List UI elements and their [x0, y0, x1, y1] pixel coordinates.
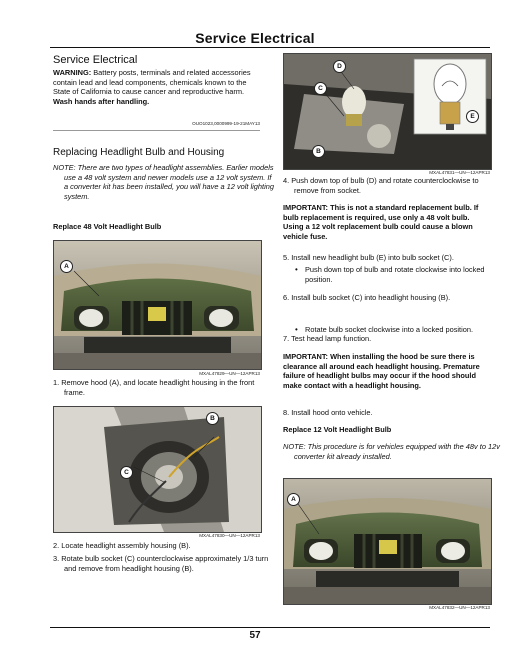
replace-title: Replacing Headlight Bulb and Housing	[53, 147, 225, 158]
step-2: 2. Locate headlight assembly housing (B).	[53, 541, 191, 550]
headlight-housing-photo	[53, 406, 262, 533]
step-8: 8. Install hood onto vehicle.	[283, 408, 373, 417]
footer-rule	[50, 627, 490, 628]
subheading-12v: Replace 12 Volt Headlight Bulb	[283, 425, 392, 434]
vehicle-front-photo-12v	[283, 478, 492, 605]
warning-body: Battery posts, terminals and related accessories contain lead and lead components, chemicals known to the State of California to cause cancer and reproductive harm.	[53, 68, 251, 97]
vehicle-front-photo	[53, 240, 262, 370]
fig4-id: MXAL47832—UN—12APR13	[429, 605, 490, 610]
callout-a: A	[60, 260, 73, 273]
warning-text	[53, 68, 258, 106]
warning-label: WARNING:	[53, 68, 92, 77]
step-5: 5. Install new headlight bulb (E) into bulb socket (C).	[283, 253, 454, 262]
callout-e: E	[466, 110, 479, 123]
fig2-id: MXAL47830—UN—12APR13	[199, 533, 260, 538]
callout-a-fig4: A	[287, 493, 300, 506]
important-2-text: When installing the hood be sure there is clearance all around each headlight housing. Premature failure of headlight bulbs may occur if the hood should make contact with a headlight housing.	[283, 352, 480, 390]
important-1-label: IMPORTANT:	[283, 203, 329, 212]
warning-wash: Wash hands after handling.	[53, 96, 150, 106]
fig3-id: MXAL47831—UN—12APR13	[429, 170, 490, 175]
step-7: 7. Test head lamp function.	[283, 334, 372, 343]
step-5-bullet: • Push down top of bulb and rotate clockwise into locked position.	[283, 265, 495, 284]
section-title: Service Electrical	[53, 54, 138, 66]
note-12v: NOTE: This procedure is for vehicles equipped with the 48v to 12v converter kit already installed.	[283, 442, 500, 461]
note-48v: NOTE: There are two types of headlight assemblies. Earlier models use a 48 volt system and newer models use a 12 volt system. If a converter kit has been installed, you will have a 12 volt lighting system.	[53, 163, 274, 201]
step-6-bullet: • Rotate bulb socket clockwise into a locked position.	[283, 325, 495, 335]
vehicle-front-12v-illustration	[284, 479, 491, 604]
vehicle-front-illustration	[54, 241, 261, 369]
step-3: 3. Rotate bulb socket (C) counterclockwise approximately 1/3 turn and remove from headlight housing (B).	[53, 554, 269, 573]
headlight-housing-illustration	[54, 407, 261, 532]
warning-ref: OUO1023,0000999-19-21MAY13	[192, 121, 260, 126]
callout-d: D	[333, 60, 346, 73]
callout-c: C	[120, 466, 133, 479]
important-2-label: IMPORTANT:	[283, 352, 329, 361]
step-1: 1. Remove hood (A), and locate headlight housing in the front frame.	[53, 378, 255, 397]
important-1	[283, 203, 490, 241]
fig1-id: MXAL47829—UN—12APR13	[199, 371, 260, 376]
important-1-text: This is not a standard replacement bulb. If bulb replacement is required, use only a 48 volt bulb. Using a 12 volt replacement bulb could cause a blown vehicle fuse.	[283, 203, 479, 241]
header-rule	[50, 47, 490, 48]
warning-divider	[53, 130, 260, 131]
step-4: 4. Push down top of bulb (D) and rotate counterclockwise to remove from socket.	[283, 176, 479, 195]
page-number: 57	[249, 630, 261, 641]
important-2	[283, 352, 490, 390]
subheading-48v: Replace 48 Volt Headlight Bulb	[53, 222, 162, 231]
callout-b-fig3: B	[312, 145, 325, 158]
step-6: 6. Install bulb socket (C) into headlight housing (B).	[283, 293, 451, 302]
callout-c-fig3: C	[314, 82, 327, 95]
callout-b: B	[206, 412, 219, 425]
page-title: Service Electrical	[195, 30, 315, 46]
